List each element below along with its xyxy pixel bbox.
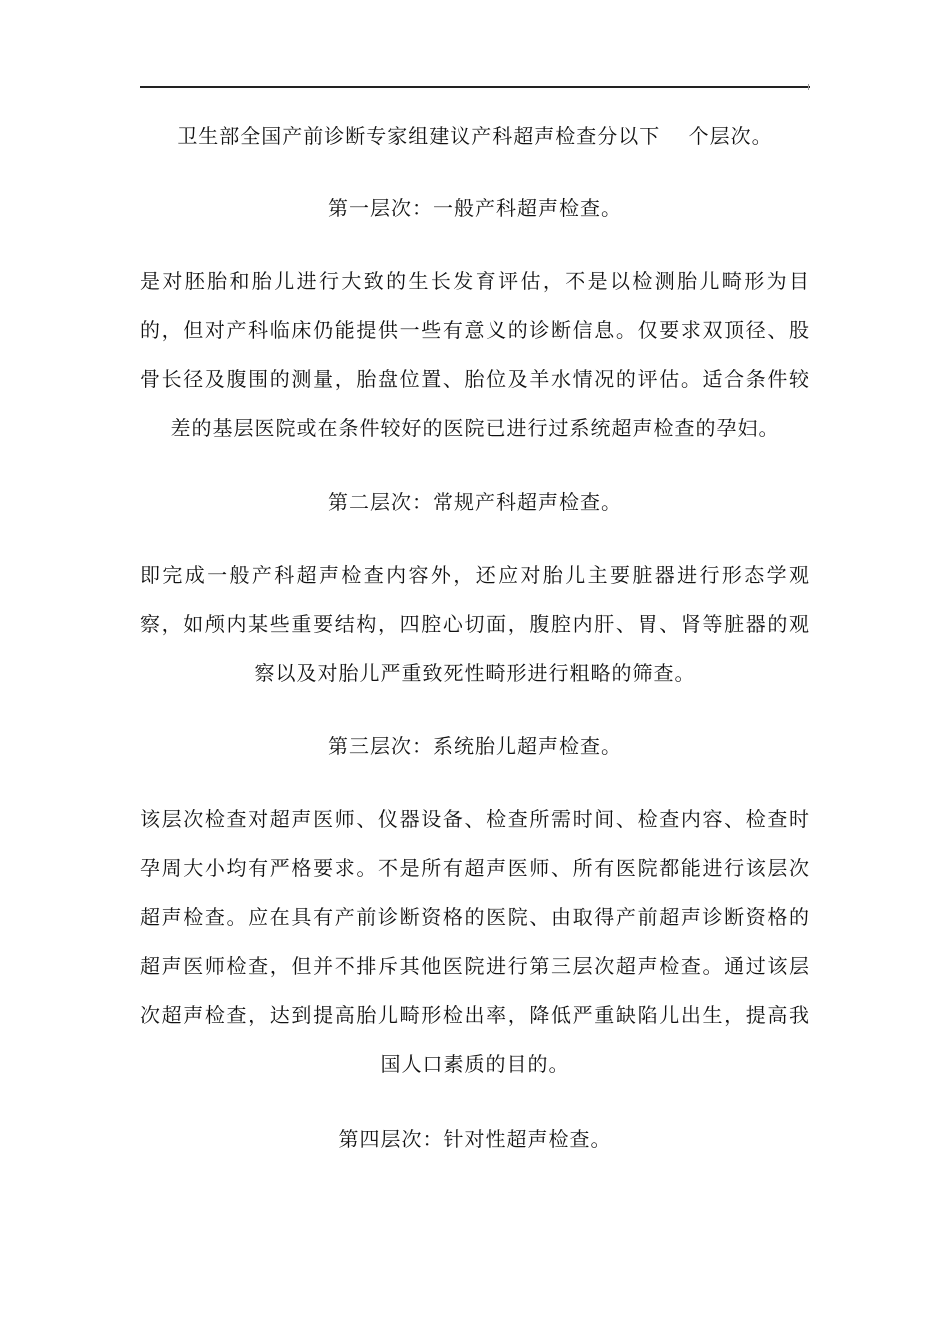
- level2-heading: 第二层次：常规产科超声检查。: [328, 490, 622, 514]
- level1-body: 是对胚胎和胎儿进行大致的生长发育评估，不是以检测胎儿畸形为目的，但对产科临床仍能提供一些有意义的诊断信息。仅要求双顶径、股骨长径及腹围的测量，胎盘位置、胎位及羊水情况的评估。适合条件较差的基层医院或在条件较好的医院已进行过系统超声检查的孕妇。: [140, 269, 810, 440]
- level2-body: 即完成一般产科超声检查内容外，还应对胎儿主要脏器进行形态学观察，如颅内某些重要结构，四腔心切面，腹腔内肝、胃、肾等脏器的观察以及对胎儿严重致死性畸形进行粗略的筛查。: [140, 563, 810, 685]
- level1-heading: 第一层次：一般产科超声检查。: [328, 196, 622, 220]
- level4-heading: 第四层次：针对性超声检查。: [338, 1127, 612, 1151]
- header-rule-mark: [808, 84, 809, 90]
- level3-body: 该层次检查对超声医师、仪器设备、检查所需时间、检查内容、检查时孕周大小均有严格要求。不是所有超声医师、所有医院都能进行该层次超声检查。应在具有产前诊断资格的医院、由取得产前超声诊断资格的超声医师检查，但并不排斥其他医院进行第三层次超声检查。通过该层次超声检查，达到提高胎儿畸形检出率，降低严重缺陷儿出生，提高我国人口素质的目的。: [140, 807, 810, 1076]
- level3-heading: 第三层次：系统胎儿超声检查。: [328, 734, 622, 758]
- intro-paragraph: 卫生部全国产前诊断专家组建议产科超声检查分以下 个层次。: [177, 124, 773, 148]
- header-rule: [140, 86, 810, 88]
